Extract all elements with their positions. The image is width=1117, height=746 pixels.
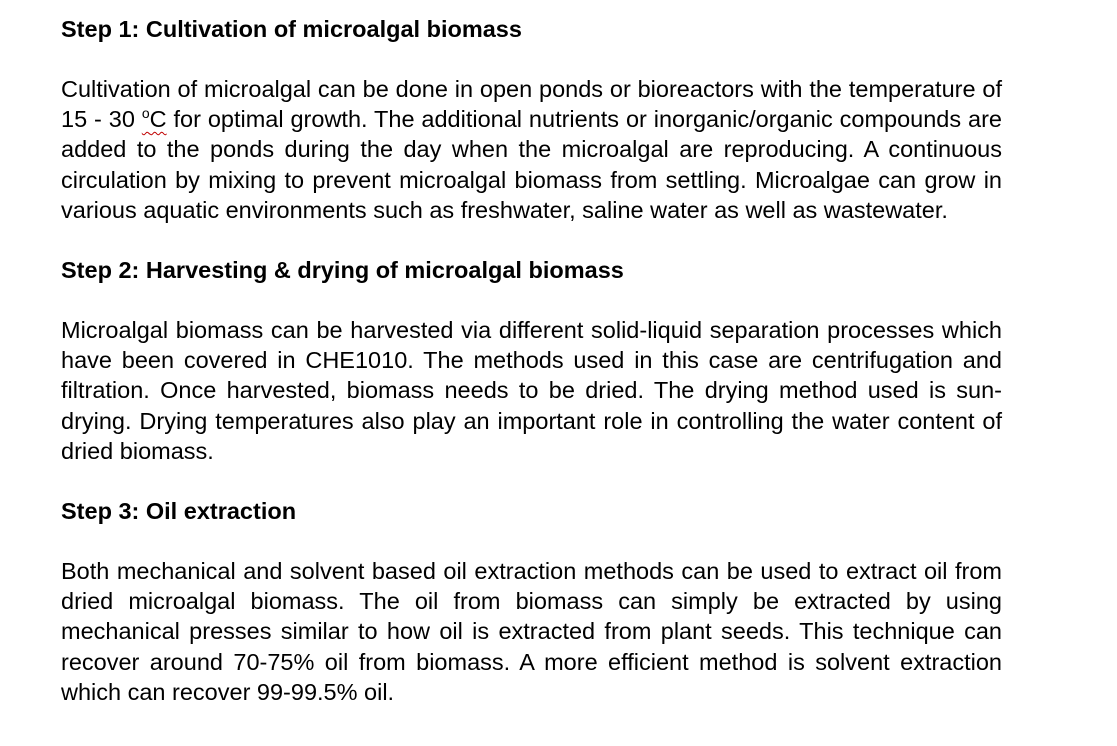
- temperature-unit: [142, 106, 167, 132]
- document-page: [61, 14, 1002, 737]
- step-1-text-before: Cultivation of microalgal can be done in open ponds or bioreactors with the temperature of 15 - 30: [61, 76, 1002, 133]
- step-3-paragraph: Both mechanical and solvent based oil extraction methods can be used to extract oil from dried microalgal biomass. The oil from biomass can simply be extracted by using mechanical presses similar to how oil is extracted from plant seeds. This technique can recover around 70-75% oil from biomass. A more efficient method is solvent extraction which can recover 99-99.5% oil.: [61, 558, 1002, 705]
- unit-letter: C: [149, 106, 167, 133]
- step-3-heading: Step 3: Oil extraction: [61, 498, 297, 525]
- step-2-paragraph: Microalgal biomass can be harvested via different solid-liquid separation processes which have been covered in CHE1010. The methods used in this case are centrifugation and filtration. Once harvested, biomass needs to be dried. The drying method used is sun-drying. Drying temperatures also play an important role in controlling the water content of dried biomass.: [61, 317, 1002, 464]
- step-1-text-after: for optimal growth. The additional nutrients or inorganic/organic compounds are added to the ponds during the day when the microalgal are reproducing. A continuous circulation by mixing to prevent microalgal biomass from settling. Microalgae can grow in various aquatic environments such as freshwater, saline water as well as wastewater.: [61, 106, 1002, 223]
- step-1-paragraph: [61, 74, 1002, 225]
- step-1-heading: Step 1: Cultivation of microalgal biomass: [61, 16, 522, 42]
- step-2-heading: Step 2: Harvesting & drying of microalgal biomass: [61, 257, 624, 284]
- degree-mark: o: [141, 105, 150, 122]
